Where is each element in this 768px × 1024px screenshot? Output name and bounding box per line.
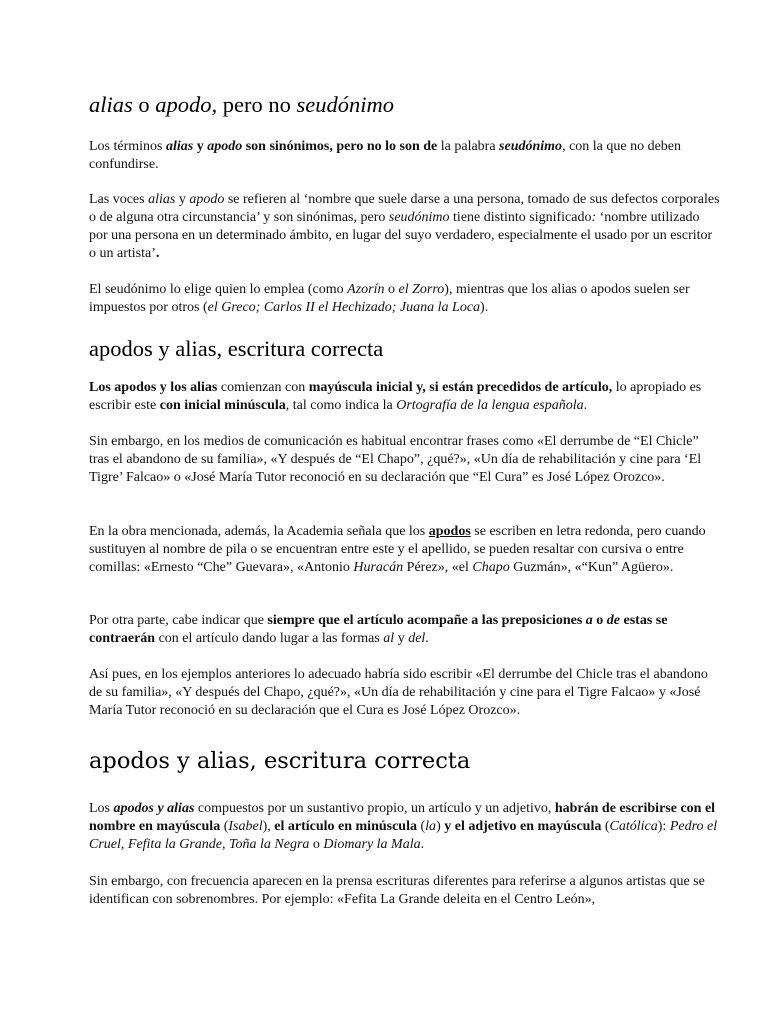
- text: Por otra parte, cabe indicar que: [89, 613, 268, 628]
- text: son sinónimos, pero no lo son de: [242, 139, 438, 154]
- text: Isabel: [228, 819, 263, 834]
- text: Azorín: [347, 282, 385, 297]
- text: ):: [657, 819, 670, 834]
- text: .: [420, 837, 425, 852]
- paragraph: Sin embargo, en los medios de comunicación es habitual encontrar frases como «El derrumbe de “El Chicle” tras el abandono de su familia», «Y después de “El Chapo”, ¿qué?», «Un día de rehabilitación y cine para ‘El Tigre’ Falcao» o «José María Tutor reconoció en su declaración que “El Cura” es José López Orozco».: [89, 434, 702, 485]
- text: y: [175, 192, 190, 207]
- text: Pérez», «el: [403, 560, 473, 575]
- paragraph: [89, 191, 721, 263]
- text: ,: [222, 837, 229, 852]
- text: tiene distinto significado: [449, 210, 592, 225]
- text: .: [583, 398, 588, 413]
- heading-text: o: [132, 92, 156, 117]
- heading-text: apodo: [155, 92, 212, 117]
- heading-alias-apodo: [89, 92, 394, 118]
- text: o: [384, 282, 399, 297]
- text: Fefita la Grande: [127, 837, 222, 852]
- text: Católica: [609, 819, 658, 834]
- text: lo apropiado es escribir este: [89, 380, 702, 413]
- text: apodo: [207, 139, 243, 154]
- paragraph: [89, 379, 721, 415]
- text: siempre que el artículo acompañe a las preposiciones: [267, 613, 586, 628]
- text: se refieren al ‘nombre que suele darse a una persona, tomado de sus defectos corporales o de alguna otra circunstancia’ y son sinónimas, pero: [89, 192, 720, 225]
- paragraph: [89, 612, 721, 648]
- text: la palabra: [437, 139, 500, 154]
- text: apodo: [189, 192, 225, 207]
- paragraph: [89, 138, 721, 174]
- heading-escritura-correcta-2: apodos y alias, escritura correcta: [89, 748, 471, 774]
- text: , tal como indica la: [285, 398, 397, 413]
- text: alias: [166, 139, 194, 154]
- text: compuestos por un sustantivo propio, un artículo y un adjetivo,: [194, 801, 555, 816]
- text: ).: [480, 300, 489, 315]
- text: alias: [148, 192, 176, 207]
- heading-text: seudónimo: [296, 92, 394, 117]
- text: ): [436, 819, 445, 834]
- text: ), mientras que los alias o apodos suelen ser impuestos por otros (: [89, 282, 690, 315]
- text: con el artículo dando lugar a las formas: [155, 631, 384, 646]
- text: Las voces: [89, 192, 149, 207]
- text: comienzan con: [217, 380, 309, 395]
- text: habrán de escribirse con el nombre en mayúscula: [89, 801, 716, 834]
- text: Guzmán», «“Kun” Agüero».: [509, 560, 674, 575]
- text: Los apodos y los alias: [89, 380, 218, 395]
- heading-text: , pero no: [211, 92, 297, 117]
- paragraph: [89, 523, 721, 577]
- text: seudónimo: [388, 210, 450, 225]
- text: y: [193, 139, 208, 154]
- text: (: [601, 819, 610, 834]
- text: se escriben en letra redonda, pero cuando sustituyen al nombre de pila o se encuentran entre este y el apellido, se pueden resaltar con cursiva o entre comillas: «Ernesto “Che” Guevara», «Antonio: [89, 524, 706, 575]
- apodos-link[interactable]: apodos: [428, 524, 471, 539]
- text: con inicial minúscula: [159, 398, 286, 413]
- text: seudónimo: [499, 139, 563, 154]
- text: Pedro el Cruel: [89, 819, 718, 852]
- text: apodos y alias: [113, 801, 195, 816]
- text: el artículo en minúscula: [274, 819, 417, 834]
- text: a: [585, 613, 593, 628]
- text: o: [592, 613, 607, 628]
- text: la: [425, 819, 437, 834]
- text: Chapo: [472, 560, 510, 575]
- text: (: [220, 819, 229, 834]
- text: mayúscula inicial y, si están precedidos de artículo,: [308, 380, 613, 395]
- text: ‘nombre utilizado por una persona en un determinado ámbito, en lugar del suyo verdadero, especialmente el usado por un escritor o un artista’: [89, 210, 713, 261]
- text: y el adjetivo en mayúscula: [444, 819, 602, 834]
- text: y: [394, 631, 409, 646]
- heading-text: alias: [89, 92, 133, 117]
- text: de: [606, 613, 620, 628]
- text: En la obra mencionada, además, la Academia señala que los: [89, 524, 429, 539]
- text: Los términos: [89, 139, 166, 154]
- heading-escritura-correcta: apodos y alias, escritura correcta: [89, 336, 384, 361]
- text: Toña la Negra: [229, 837, 310, 852]
- text: .: [425, 631, 429, 646]
- text: Ortografía de la lengua española: [396, 398, 584, 413]
- text: (: [417, 819, 426, 834]
- text: ),: [262, 819, 275, 834]
- text: el Greco; Carlos II el Hechizado; Juana la Loca: [207, 300, 481, 315]
- text: Diomary la Mala: [323, 837, 421, 852]
- text: , con la que no deben confundirse.: [89, 139, 682, 172]
- text: al: [383, 631, 395, 646]
- paragraph: [89, 281, 721, 317]
- text: o: [309, 837, 324, 852]
- text: del: [408, 631, 426, 646]
- text: estas se contraerán: [89, 613, 668, 646]
- text: ,: [120, 837, 128, 852]
- paragraph: Sin embargo, con frecuencia aparecen en la prensa escrituras diferentes para referirse a algunos artistas que se identifican con sobrenombres. Por ejemplo: «Fefita La Grande deleita en el Centro León»,: [89, 874, 705, 907]
- text: Los: [89, 801, 114, 816]
- text: :: [591, 210, 597, 225]
- text: Huracán: [353, 560, 404, 575]
- text: .: [155, 246, 160, 261]
- paragraph: [89, 800, 721, 854]
- text: el Zorro: [398, 282, 445, 297]
- paragraph: Así pues, en los ejemplos anteriores lo adecuado habría sido escribir «El derrumbe del Chicle tras el abandono de su familia», «Y después del Chapo, ¿qué?», «Un día de rehabilitación y cine para el Tigre Falcao» y «José María Tutor reconoció en su declaración que el Cura es José López Orozco».: [89, 667, 708, 718]
- text: El seudónimo lo elige quien lo emplea (como: [89, 282, 348, 297]
